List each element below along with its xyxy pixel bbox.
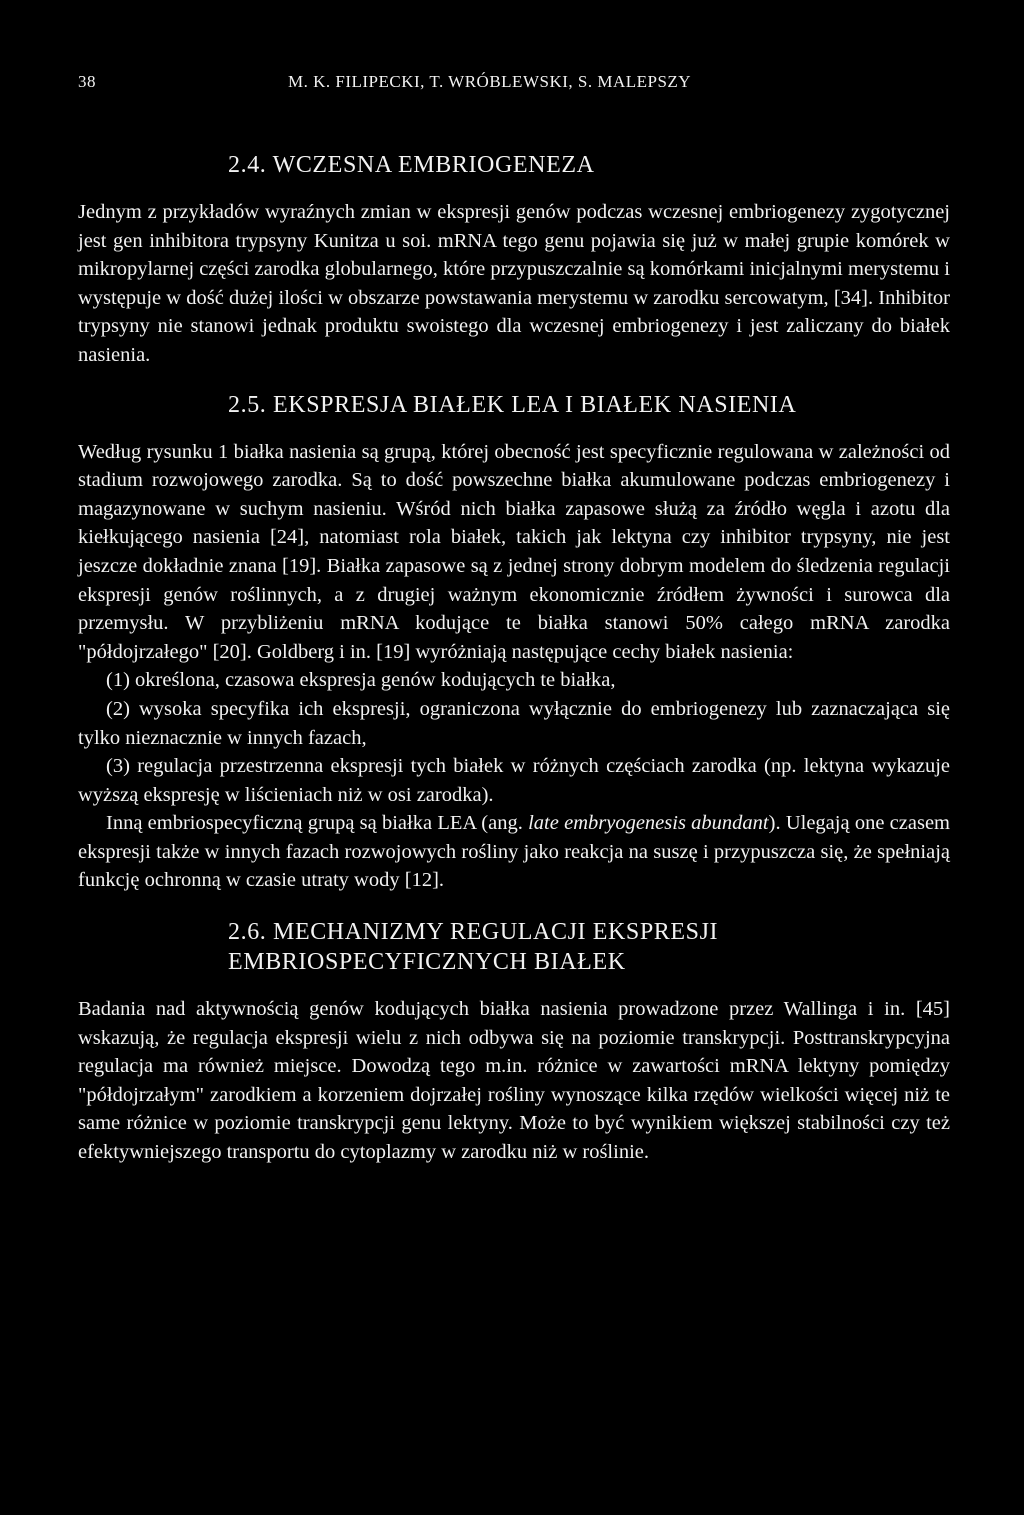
section-2-6: [78, 917, 950, 1167]
list-item: (2) wysoka specyfika ich ekspresji, ograniczona wyłącznie do embriogenezy lub zaznaczająca się tylko nieznacznie w innych fazach,: [78, 697, 950, 749]
text-span: ). Ulegają one czasem ekspresji także w innych fazach rozwojowych rośliny jako reakcja na suszę i przypuszcza się, że spełniają funkcję ochronną w czasie utraty wody [12].: [78, 812, 950, 892]
section-heading: 2.4. WCZESNA EMBRIOGENEZA: [228, 152, 595, 178]
section-2-5: [78, 390, 950, 896]
list-item: (1) określona, czasowa ekspresja genów kodujących te białka,: [106, 669, 616, 692]
text-span: Inną embriospecyficzną grupą są białka LEA (ang.: [106, 812, 529, 835]
heading-line: EMBRIOSPECYFICZNYCH BIAŁEK: [228, 949, 626, 976]
page-body: [78, 150, 950, 1167]
section-2-4: [78, 150, 950, 370]
heading-line: 2.6. MECHANIZMY REGULACJI EKSPRESJI: [228, 919, 719, 946]
section-heading: 2.5. EKSPRESJA BIAŁEK LEA I BIAŁEK NASIENIA: [228, 391, 797, 418]
italic-term: late embryogenesis abundant: [528, 812, 769, 835]
paragraph: [78, 809, 950, 895]
paragraph: Według rysunku 1 białka nasienia są grupą, której obecność jest specyficznie regulowana w zależności od stadium rozwojowego zarodka. Są to dość powszechne białka akumulowane podczas embriogenezy i magazynowane w suchym nasieniu. Wśród nich białka zapasowe służą za źródło węgla i azotu dla kiełkującego nasienia [24], natomiast rola białek, takich jak lektyna czy inhibitor trypsyny, nie jest jeszcze dokładnie znana [19]. Białka zapasowe są z jednej strony dobrym modelem do śledzenia regulacji ekspresji genów roślinnych, a z drugiej ważnym ekonomicznie źródłem żywności i surowca dla przemysłu. W przybliżeniu mRNA kodujące te białka stanowi 50% całego mRNA zarodka "półdojrzałego" [20]. Goldberg i in. [19] wyróżniają następujące cechy białek nasienia:: [78, 440, 950, 663]
paragraph: Jednym z przykładów wyraźnych zmian w ekspresji genów podczas wczesnej embriogenezy zygotycznej jest gen inhibitora trypsyny Kunitza u soi. mRNA tego genu pojawia się już w małej grupie komórek w mikropylarnej części zarodka globularnego, które przypuszczalnie są komórkami inicjalnymi merystemu i występuje w dość dużej ilości w obszarze powstawania merystemu w zarodku sercowatym, [34]. Inhibitor trypsyny nie stanowi jednak produktu swoistego dla wczesnej embriogenezy i jest zaliczany do białek nasienia.: [78, 201, 950, 366]
page-header: [78, 72, 950, 102]
page-number: 38: [78, 72, 96, 91]
paragraph: Badania nad aktywnością genów kodujących białka nasienia prowadzone przez Wallinga i in. [45] wskazują, że regulacja ekspresji wielu z nich odbywa się na poziomie transkrypcji. Posttranskrypcyjna regulacja ma również miejsce. Dowodzą tego m.in. różnice w zawartości mRNA lektyny pomiędzy "półdojrzałym" zarodkiem a korzeniem dojrzałej rośliny wynoszące kilka rzędów wielkości więcej niż te same różnice w poziomie transkrypcji genu lektyny. Może to być wynikiem większej stabilności czy też efektywniejszego transportu do cytoplazmy w zarodku niż w roślinie.: [78, 998, 950, 1164]
section-heading: [78, 917, 950, 977]
running-head: M. K. FILIPECKI, T. WRÓBLEWSKI, S. MALEPSZY: [288, 72, 692, 91]
list-item: (3) regulacja przestrzenna ekspresji tych białek w różnych częściach zarodka (np. lektyna wykazuje wyższą ekspresję w liścieniach niż w osi zarodka).: [78, 755, 950, 806]
